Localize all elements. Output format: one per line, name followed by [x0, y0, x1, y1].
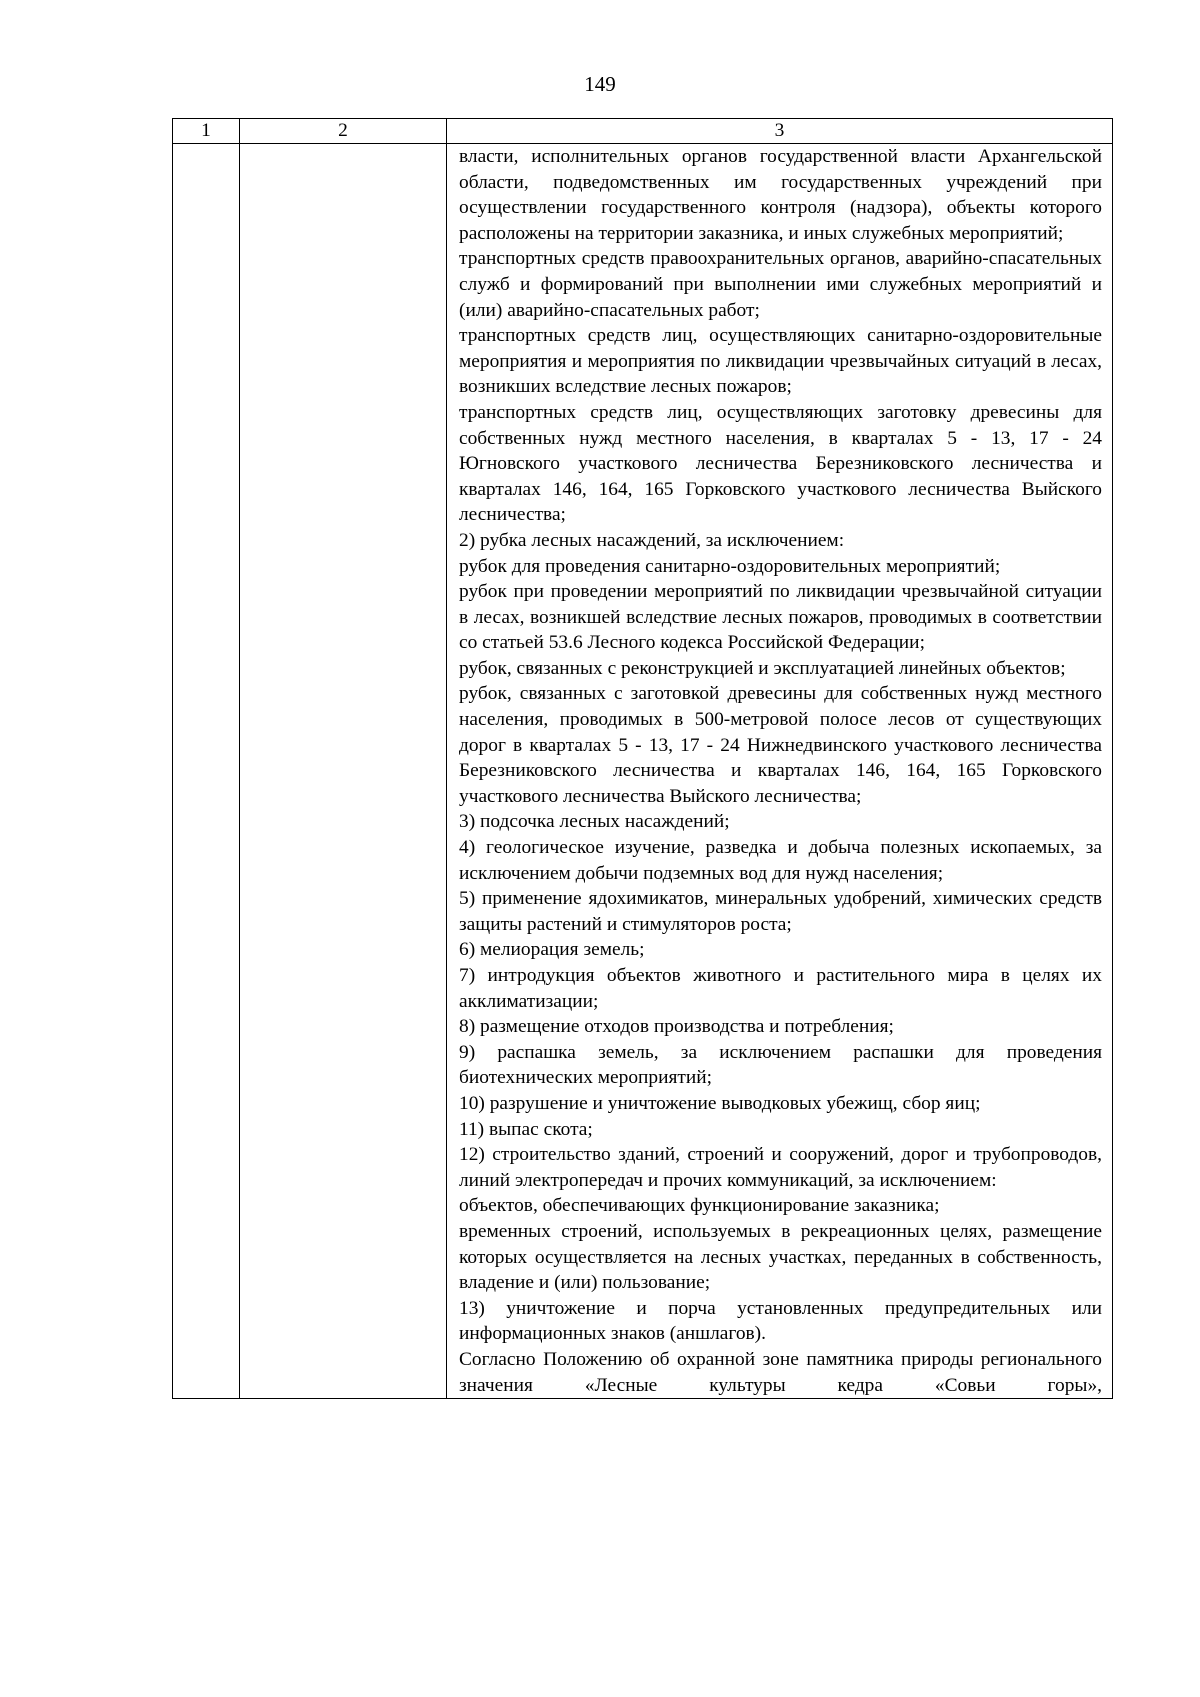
- paragraph: 2) рубка лесных насаждений, за исключением:: [459, 529, 845, 551]
- paragraph: 13) уничтожение и порча установленных предупредительных или информационных знаков (аншлагов).: [459, 1297, 1102, 1345]
- paragraph: рубок, связанных с заготовкой древесины для собственных нужд местного населения, проводимых в 500-метровой полосе лесов от существующих дорог в кварталах 5 - 13, 17 - 24 Нижнедвинского участкового лесничества Березниковского лесничества и кварталах 146, 164, 165 Горковского участкового лесничества Выйского лесничества;: [459, 683, 1102, 807]
- column-header-2: 2: [240, 119, 447, 144]
- paragraph: рубок, связанных с реконструкцией и эксплуатацией линейных объектов;: [459, 657, 1066, 679]
- cell-col-1: [173, 144, 240, 1399]
- paragraph: транспортных средств лиц, осуществляющих заготовку древесины для собственных нужд местного населения, в кварталах 5 - 13, 17 - 24 Югновского участкового лесничества Березниковского лесничества и кварталах 146, 164, 165 Горковского участкового лесничества Выйского лесничества;: [459, 401, 1102, 526]
- paragraph: рубок для проведения санитарно-оздоровительных мероприятий;: [459, 555, 1001, 577]
- paragraph: 11) выпас скота;: [459, 1118, 593, 1140]
- column-header-3: 3: [447, 119, 1113, 144]
- paragraph: 9) распашка земель, за исключением распашки для проведения биотехнических мероприятий;: [459, 1041, 1102, 1089]
- paragraph: 7) интродукция объектов животного и растительного мира в целях их акклиматизации;: [459, 965, 1102, 1012]
- paragraph: 3) подсочка лесных насаждений;: [459, 811, 730, 833]
- paragraph: 10) разрушение и уничтожение выводковых убежищ, сбор яиц;: [459, 1092, 981, 1114]
- cell-col-2: [240, 144, 447, 1399]
- paragraph: транспортных средств правоохранительных органов, аварийно-спасательных служб и формирований при выполнении ими служебных мероприятий и (или) аварийно-спасательных работ;: [459, 248, 1102, 321]
- paragraph: объектов, обеспечивающих функционирование заказника;: [459, 1195, 940, 1217]
- paragraph: рубок при проведении мероприятий по ликвидации чрезвычайной ситуации в лесах, возникшей вследствие лесных пожаров, проводимых в соответствии со статьей 53.6 Лесного кодекса Российской Федерации;: [459, 581, 1102, 654]
- paragraph: Согласно Положению об охранной зоне памятника природы регионального значения «Лесные культуры кедра «Совьи горы»,: [459, 1348, 1102, 1396]
- paragraph: временных строений, используемых в рекреационных целях, размещение которых осуществляется на лесных участках, переданных в собственность, владение и (или) пользование;: [459, 1220, 1102, 1294]
- page-number: 149: [584, 72, 616, 96]
- cell-col-3: [447, 144, 1113, 1399]
- paragraph: транспортных средств лиц, осуществляющих санитарно-оздоровительные мероприятия и мероприятия по ликвидации чрезвычайных ситуаций в лесах, возникших вследствие лесных пожаров;: [459, 325, 1102, 398]
- column-header-1: 1: [173, 119, 240, 144]
- table-header-row: [173, 119, 1113, 144]
- paragraph: власти, исполнительных органов государственной власти Архангельской области, подведомственных им государственных учреждений при осуществлении государственного контроля (надзора), объекты которого расположены на территории заказника, и иных служебных мероприятий;: [459, 146, 1102, 244]
- paragraph: 8) размещение отходов производства и потребления;: [459, 1016, 894, 1038]
- paragraph: 6) мелиорация земель;: [459, 939, 645, 961]
- paragraph: 12) строительство зданий, строений и сооружений, дорог и трубопроводов, линий электропередач и прочих коммуникаций, за исключением:: [459, 1144, 1102, 1191]
- document-table: [172, 118, 1113, 1399]
- paragraph: 5) применение ядохимикатов, минеральных удобрений, химических средств защиты растений и стимуляторов роста;: [459, 888, 1102, 935]
- table-row: [173, 144, 1113, 1399]
- paragraph: 4) геологическое изучение, разведка и добыча полезных ископаемых, за исключением добычи подземных вод для нужд населения;: [459, 837, 1102, 884]
